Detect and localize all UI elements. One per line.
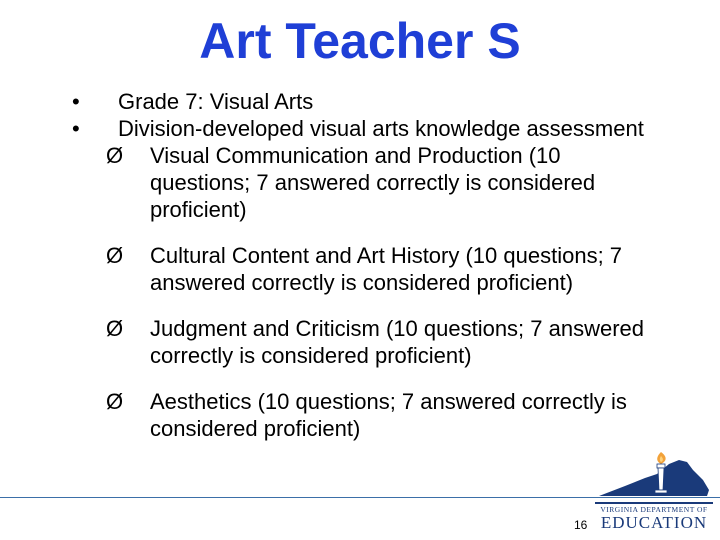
sub-bullet-text: Aesthetics (10 questions; 7 answered correctly is considered proficient) — [150, 389, 627, 441]
sub-bullet-text: Judgment and Criticism (10 questions; 7 answered correctly is considered proficient) — [150, 316, 645, 368]
logo-rule — [595, 502, 713, 504]
slide-body — [0, 88, 720, 442]
sub-bullet-text: Visual Communication and Production (10 questions; 7 answered correctly is considered proficient) — [150, 143, 596, 222]
page-number: 16 — [574, 518, 588, 532]
logo-line-1: VIRGINIA DEPARTMENT OF — [600, 505, 708, 514]
sub-bullet-text: Cultural Content and Art History (10 questions; 7 answered correctly is considered proficient) — [150, 243, 623, 295]
virginia-torch-icon — [595, 450, 713, 502]
arrow-bullet-icon: Ø — [106, 389, 124, 414]
sub-bullet-item — [0, 242, 720, 296]
bullet-text: Grade 7: Visual Arts — [118, 89, 314, 114]
bullet-text: Division-developed visual arts knowledge assessment — [118, 116, 644, 141]
bullet-item — [0, 115, 720, 142]
arrow-bullet-icon: Ø — [106, 243, 124, 268]
bullet-marker: • — [72, 116, 80, 141]
bullet-item — [0, 88, 720, 115]
logo-line-2: EDUCATION — [600, 513, 708, 532]
slide-title: Art Teacher S — [199, 13, 521, 69]
sub-bullet-item — [0, 315, 720, 369]
bullet-marker: • — [72, 89, 80, 114]
sub-bullet-item — [0, 142, 720, 223]
arrow-bullet-icon: Ø — [106, 316, 124, 341]
vdoe-logo — [595, 450, 713, 535]
sub-bullet-item — [0, 388, 720, 442]
arrow-bullet-icon: Ø — [106, 143, 124, 168]
